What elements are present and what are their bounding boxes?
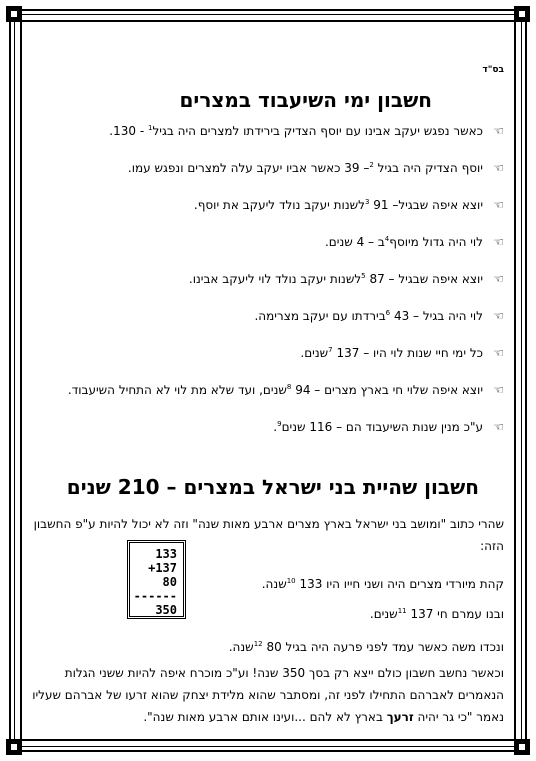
bullet-list — [32, 124, 504, 457]
list-item: ☜ לוי היה גדול מיוסף$^4$ב – 4 שנים. — [324, 235, 504, 249]
sum-calculation-box — [127, 540, 186, 619]
list-item: ☜ יוצא איפה שבגיל – 87 $^5$לשנות יעקב נולד לוי ליעקב אבינו. — [188, 272, 504, 286]
list-item: ☜ יוצא איפה שבגיל– 91 $^3$לשנות יעקב נולד ליעקב את יוסף. — [193, 198, 504, 212]
hand-pointing-icon: ☜ — [493, 161, 504, 175]
corner-ornament-bottom-left — [6, 739, 22, 755]
document-body — [32, 0, 504, 761]
calc-line: 350 — [155, 603, 177, 617]
hand-pointing-icon: ☜ — [493, 420, 504, 434]
paragraph-kehat: קהת מיורדי מצרים היה ושני חייו היו 133 $^{10}$שנה. — [261, 577, 504, 591]
calc-line: 80 — [162, 575, 177, 589]
paragraph-moshe: ונכדו משה כאשר עמד לפני פרעה היה בגיל 80 $^{12}$שנה. — [228, 640, 504, 654]
section2-title: חשבון שהיית בני ישראל במצרים – 210 שנים — [66, 475, 479, 499]
list-item: ☜ ע"כ מנין שנות השיעבוד הם – 116 שנים$^9$. — [273, 420, 504, 434]
list-item: ☜ לוי היה בגיל – 43 $^6$בירדתו עם יעקב מצרימה. — [254, 309, 504, 323]
calc-line: 133 — [155, 547, 177, 561]
list-item: ☜ כאשר נפגש יעקב אבינו עם יוסף הצדיק בירידתו למצרים היה בגיל$^1$ - 130. — [109, 124, 504, 138]
paragraph-intro: שהרי כתוב "ומושב בני ישראל בארץ מצרים ארבע מאות שנה" וזה לא יכול להיות ע"פ החשבון הזה: — [33, 517, 504, 553]
list-item: ☜ יוסף הצדיק היה בגיל $^2$– 39 כאשר אביו יעקב עלה למצרים ונפגש עמו. — [127, 161, 504, 175]
calc-line: +137 — [148, 561, 177, 575]
paragraph-amram: ובנו עמרם חי 137 $^{11}$שנים. — [369, 607, 504, 621]
bsd-header: בס"ד — [482, 65, 504, 75]
corner-ornament-top-right — [514, 6, 530, 22]
list-item: ☜ יוצא איפה שלוי חי בארץ מצרים – 94 $^8$שנים, ועד שלא מת לוי לא התחיל השיעבוד. — [67, 383, 504, 397]
hand-pointing-icon: ☜ — [493, 124, 504, 138]
hand-pointing-icon: ☜ — [493, 309, 504, 323]
corner-ornament-bottom-right — [514, 739, 530, 755]
list-item: ☜ כל ימי חיי שנות לוי היו – 137 $^7$שנים. — [300, 346, 504, 360]
corner-ornament-top-left — [6, 6, 22, 22]
hand-pointing-icon: ☜ — [493, 272, 504, 286]
paragraph-conclusion: וכאשר נחשב חשבון כולם ייצא רק בסך 350 שנה! וע"כ מוכרח איפה להיות ששני הגלות הנאמרים לאברהם התחילו לפני זה, ומסתבר שהוא מלידת יצחק שהוא זרעו של אברהם שעליו נאמר "כי גר יהיה זרעך בארץ לא להם ...ועינו אותם ארבע מאות שנה". — [32, 666, 504, 724]
hand-pointing-icon: ☜ — [493, 235, 504, 249]
hand-pointing-icon: ☜ — [493, 383, 504, 397]
calc-line: ------ — [133, 589, 177, 603]
hand-pointing-icon: ☜ — [493, 198, 504, 212]
hand-pointing-icon: ☜ — [493, 346, 504, 360]
section1-title: חשבון ימי השיעבוד במצרים — [179, 88, 432, 112]
